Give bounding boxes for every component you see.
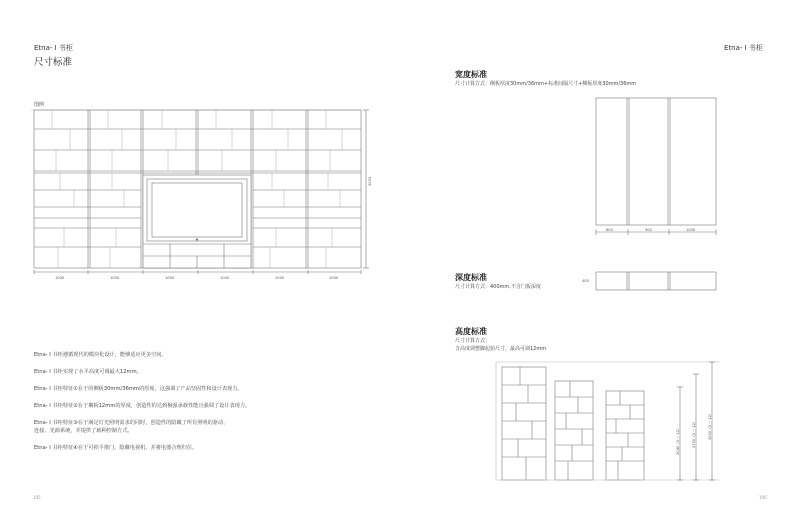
width-dim-5: 1000 — [275, 276, 285, 280]
paragraph-3: Etna- I 书柜特征①在于的侧板30mm/36mm的厚度，这强调了产品坚固性和设计表现力。 — [34, 386, 243, 392]
depth-section-desc: 尺寸计算方式：400mm,不含门板深度 — [455, 284, 541, 290]
depth-section-title: 深度标准 — [455, 273, 487, 282]
height-dimension-label: 3000 — [368, 176, 372, 186]
paragraph-5: Etna- I 书柜特征③在于满足灯光照明需求的同时，创造性的隐藏了所有照明的驱动、 — [34, 420, 229, 426]
paragraph-1: Etna- I 书柜遵循现代的模块化设计，能够适应更多空间。 — [34, 352, 167, 358]
width-section-desc: 尺寸计算方式：侧板厚度30mm/36mm+标准间隔尺寸+侧板厚度30mm/36mm — [455, 81, 637, 87]
width-dim-6: 1000 — [329, 276, 339, 280]
height-label-2040: 2040（0 ~ 12） — [676, 426, 680, 455]
paragraph-2: Etna- I 书柜实现了水平高度可调最大12mm。 — [34, 369, 142, 375]
right-header: Etna- I 书柜 — [724, 44, 763, 52]
width-label-1000: 1000 — [686, 228, 696, 232]
height-section-title: 高度标准 — [455, 327, 487, 336]
height-section-desc-2: 含高度调整脚起始尺寸，最高可调12mm — [455, 346, 547, 352]
height-diagram — [496, 362, 720, 480]
left-page-number: 105 — [33, 495, 41, 500]
figure-label: 图例 — [34, 102, 45, 108]
paragraph-5-cont: 连接、光源系统，并提供了载种控制方式。 — [34, 428, 133, 434]
height-section-desc-1: 尺寸计算方式： — [455, 338, 491, 344]
width-label-900: 900 — [645, 228, 652, 232]
right-page-number: 106 — [759, 495, 767, 500]
bookcase-elevation-diagram — [30, 110, 369, 274]
width-section-title: 宽度标准 — [455, 70, 487, 79]
width-diagram — [596, 98, 716, 235]
depth-label: 400 — [582, 279, 589, 283]
height-label-3000: 3000（0 ~ 12） — [708, 411, 712, 440]
width-dim-4: 1000 — [220, 276, 230, 280]
height-label-2730: 2730（0 ~ 12） — [692, 419, 696, 448]
page-title: 尺寸标准 — [34, 57, 73, 68]
depth-diagram — [596, 272, 716, 290]
left-header: Etna- I 书柜 — [34, 44, 73, 52]
width-dim-1: 1000 — [55, 276, 65, 280]
paragraph-6: Etna- I 书柜特征④在于可掉平推门，隐藏电视机，并将电器合理归位。 — [34, 445, 198, 451]
width-dim-2: 1000 — [110, 276, 120, 280]
width-label-600: 600 — [606, 228, 613, 232]
paragraph-4: Etna- I 书柜特征②在于搁板12mm的厚度，创造性的达到极强承载性能且强调了设计表现力。 — [34, 403, 251, 409]
width-dim-3: 1000 — [165, 276, 175, 280]
